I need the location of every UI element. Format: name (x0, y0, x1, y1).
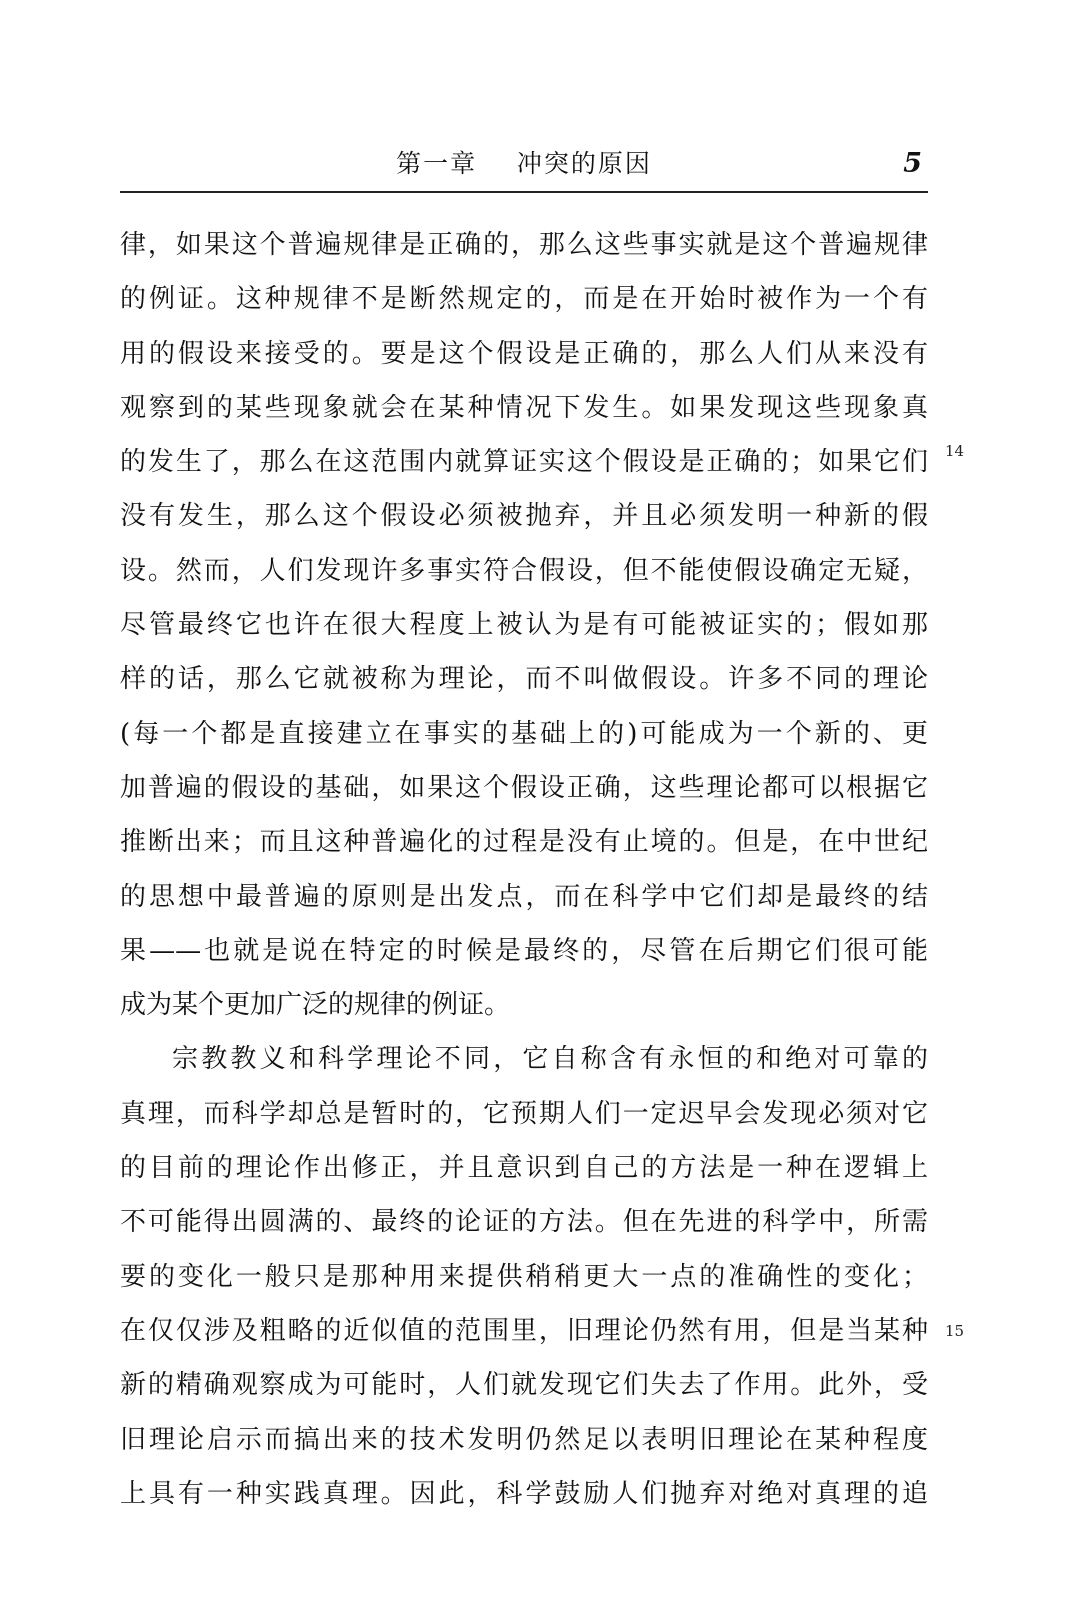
text-line: 不可能得出圆满的、最终的论证的方法。但在先进的科学中，所需 (120, 1207, 928, 1238)
margin-page-reference: 14 (945, 442, 965, 460)
text-line: 真理，而科学却总是暂时的，它预期人们一定迟早会发现必须对它 (120, 1098, 928, 1129)
text-line: 果——也就是说在特定的时候是最终的，尽管在后期它们很可能 (120, 935, 928, 966)
text-line: 样的话，那么它就被称为理论，而不叫做假设。许多不同的理论 (120, 664, 928, 695)
text-line: 的思想中最普遍的原则是出发点，而在科学中它们却是最终的结 (120, 881, 928, 912)
body-text (120, 218, 928, 1521)
text-line: 要的变化一般只是那种用来提供稍稍更大一点的准确性的变化； (120, 1261, 928, 1292)
text-line: 律，如果这个普遍规律是正确的，那么这些事实就是这个普遍规律 (120, 230, 928, 260)
text-line: 的发生了，那么在这范围内就算证实这个假设是正确的；如果它们 (120, 447, 928, 478)
margin-page-reference: 15 (945, 1322, 965, 1340)
text-line: 设。然而，人们发现许多事实符合假设，但不能使假设确定无疑， (120, 555, 928, 586)
text-line: 尽管最终它也许在很大程度上被认为是有可能被证实的；假如那 (120, 610, 928, 641)
chapter-title: 第一章 冲突的原因 (396, 149, 652, 178)
page-number: 5 (903, 148, 922, 179)
text-line: 上具有一种实践真理。因此，科学鼓励人们抛弃对绝对真理的追 (120, 1478, 928, 1509)
text-line: 新的精确观察成为可能时，人们就发现它们失去了作用。此外，受 (120, 1370, 928, 1401)
text-line: 没有发生，那么这个假设必须被抛弃，并且必须发明一种新的假 (120, 501, 928, 532)
running-header (120, 145, 928, 193)
text-line: 推断出来；而且这种普遍化的过程是没有止境的。但是，在中世纪 (120, 827, 928, 858)
text-line: (每一个都是直接建立在事实的基础上的)可能成为一个新的、更 (120, 718, 928, 749)
text-line: 的目前的理论作出修正，并且意识到自己的方法是一种在逻辑上 (120, 1153, 928, 1184)
text-line: 成为某个更加广泛的规律的例证。 (120, 990, 511, 1021)
text-line: 观察到的某些现象就会在某种情况下发生。如果发现这些现象真 (120, 392, 928, 423)
text-line: 的例证。这种规律不是断然规定的，而是在开始时被作为一个有 (120, 284, 928, 315)
paragraph-start-line: 宗教教义和科学理论不同，它自称含有永恒的和绝对可靠的 (172, 1044, 928, 1075)
text-line: 旧理论启示而搞出来的技术发明仍然足以表明旧理论在某种程度 (120, 1424, 928, 1455)
text-line: 加普遍的假设的基础，如果这个假设正确，这些理论都可以根据它 (120, 772, 928, 803)
text-line: 用的假设来接受的。要是这个假设是正确的，那么人们从来没有 (120, 338, 928, 369)
text-line: 在仅仅涉及粗略的近似值的范围里，旧理论仍然有用，但是当某种 (120, 1315, 928, 1346)
